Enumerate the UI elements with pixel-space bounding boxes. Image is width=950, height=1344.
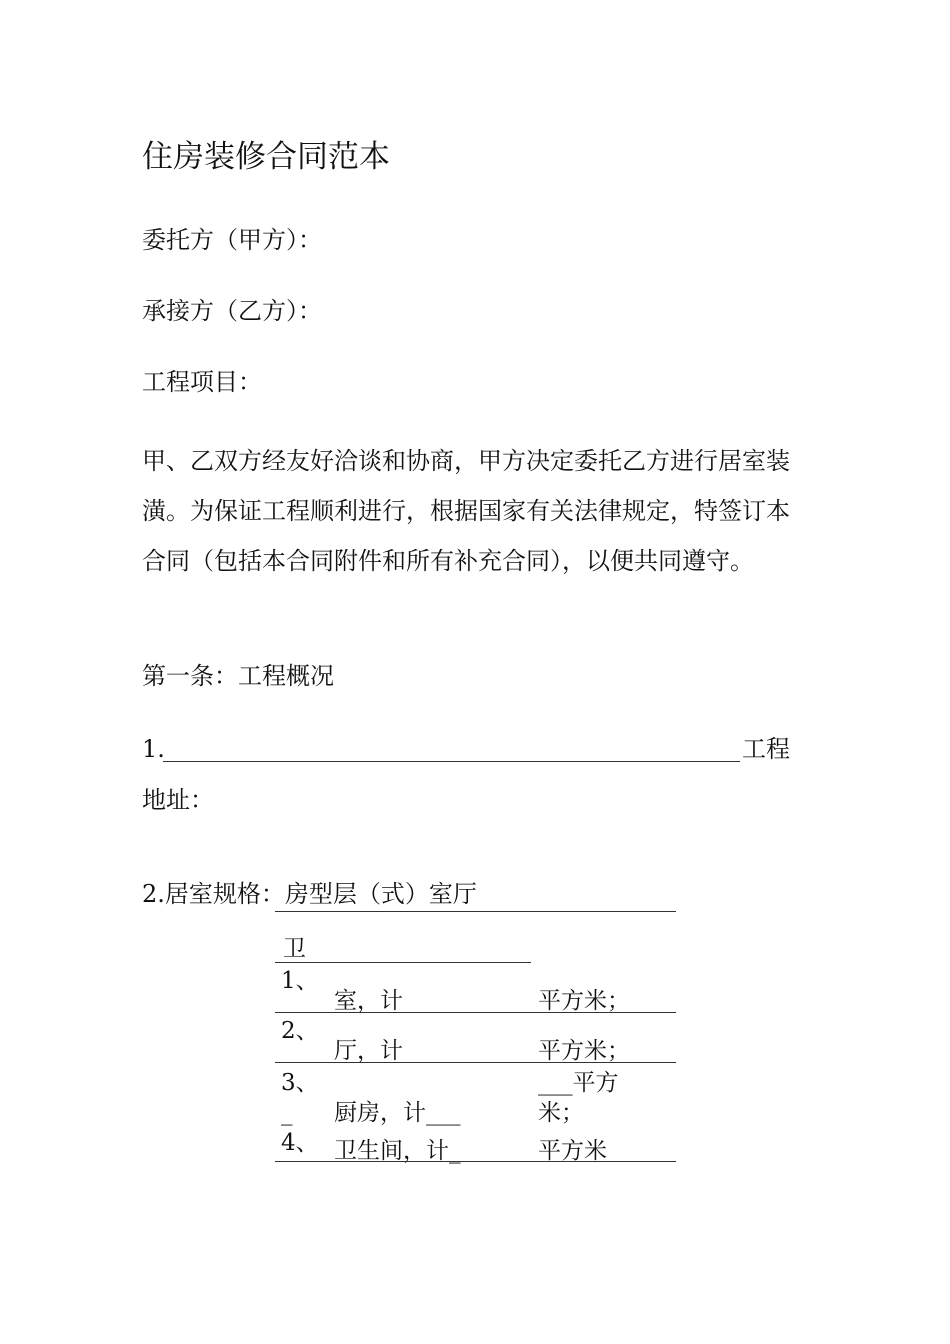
row-1-unit: 平方米；	[538, 988, 630, 1014]
page-title: 住房装修合同范本	[142, 139, 390, 175]
party-a-label: 委托方（甲方）：	[142, 226, 322, 254]
party-b-label: 承接方（乙方）：	[142, 297, 322, 325]
project-label: 工程项目：	[142, 368, 262, 396]
row-4-underline	[275, 1161, 676, 1162]
spec-wei-label: 卫	[283, 936, 306, 962]
row-3-unit-b: 米；	[538, 1100, 584, 1126]
item-2-room-spec: 2.居室规格：房型层（式）室厅	[142, 880, 477, 908]
row-1-number: 1、	[281, 968, 319, 994]
item-1-blank-line	[163, 761, 740, 762]
row-4-number: 4、	[281, 1130, 319, 1156]
intro-paragraph: 甲、乙双方经友好洽谈和协商，甲方决定委托乙方进行居室装潢。为保证工程顺利进行，根据国家有关法律规定，特签订本合同（包括本合同附件和所有补充合同），以便共同遵守。	[142, 447, 790, 575]
row-1-underline	[275, 1012, 676, 1013]
item-1-prefix: 1.	[142, 735, 165, 763]
row-1-name: 室，计	[334, 988, 403, 1014]
spec-underline	[275, 911, 676, 912]
row-3-dash: _	[281, 1100, 293, 1126]
row-3-name: 厨房，计___	[334, 1100, 461, 1126]
item-1-suffix: 工程	[742, 735, 790, 763]
row-2-number: 2、	[281, 1018, 319, 1044]
item-1-address-label: 地址：	[142, 786, 214, 814]
spec-wei-underline	[275, 962, 531, 963]
row-2-name: 厅，计	[334, 1038, 403, 1064]
row-2-underline	[275, 1062, 676, 1063]
row-3-unit-a: ___平方	[538, 1070, 619, 1096]
row-4-unit: 平方米	[538, 1138, 607, 1164]
row-3-number: 3、	[281, 1070, 319, 1096]
row-2-unit: 平方米；	[538, 1038, 630, 1064]
article-1-heading: 第一条：工程概况	[142, 662, 334, 690]
row-4-name: 卫生间，计_	[334, 1138, 461, 1164]
